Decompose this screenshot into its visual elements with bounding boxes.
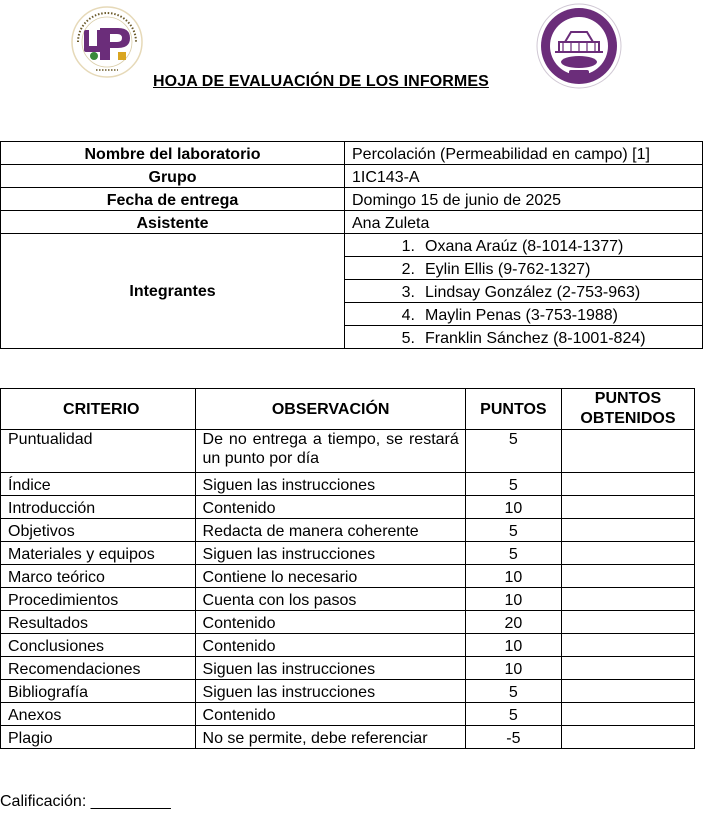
puntos-cell: 5	[465, 430, 561, 473]
table-row	[1, 634, 695, 657]
member-number: 4.	[401, 307, 415, 324]
puntos-obtenidos-cell[interactable]	[561, 588, 694, 611]
member-number: 3.	[401, 284, 415, 301]
table-row	[1, 657, 695, 680]
criterio-cell: Recomendaciones	[1, 657, 196, 680]
member-item	[345, 326, 703, 349]
table-row	[1, 430, 695, 473]
observacion-cell: Contiene lo necesario	[195, 565, 465, 588]
observacion-cell: Siguen las instrucciones	[195, 542, 465, 565]
puntos-cell: 5	[465, 542, 561, 565]
puntos-obtenidos-cell[interactable]	[561, 611, 694, 634]
member-name: Oxana Araúz (8-1014-1377)	[425, 238, 624, 255]
table-row	[1, 611, 695, 634]
criterio-cell: Procedimientos	[1, 588, 196, 611]
assistant-label: Asistente	[1, 211, 345, 234]
member-name: Lindsay González (2-753-963)	[425, 284, 641, 301]
puntos-cell: 20	[465, 611, 561, 634]
page-title: HOJA DE EVALUACIÓN DE LOS INFORMES	[153, 73, 489, 90]
observacion-header: OBSERVACIÓN	[195, 389, 465, 430]
puntos-obtenidos-cell[interactable]	[561, 565, 694, 588]
puntos-obtenidos-cell[interactable]	[561, 726, 694, 749]
member-number: 5.	[401, 330, 415, 347]
observacion-cell: Contenido	[195, 634, 465, 657]
observacion-cell: Siguen las instrucciones	[195, 473, 465, 496]
puntos-cell: 10	[465, 657, 561, 680]
table-row	[1, 588, 695, 611]
utp-university-logo	[70, 4, 144, 82]
table-row	[1, 703, 695, 726]
puntos-cell: 10	[465, 565, 561, 588]
member-name: Franklin Sánchez (8-1001-824)	[425, 330, 646, 347]
table-row	[1, 211, 703, 234]
observacion-cell: Redacta de manera coherente	[195, 519, 465, 542]
criterio-cell: Conclusiones	[1, 634, 196, 657]
civil-faculty-logo	[535, 2, 623, 90]
table-row	[1, 165, 703, 188]
member-item	[345, 257, 703, 280]
member-item	[345, 234, 703, 257]
delivery-date-value: Domingo 15 de junio de 2025	[345, 188, 703, 211]
table-row	[1, 519, 695, 542]
member-number: 1.	[401, 238, 415, 255]
criterio-cell: Índice	[1, 473, 196, 496]
criterio-header: CRITERIO	[1, 389, 196, 430]
lab-name-label: Nombre del laboratorio	[1, 142, 345, 165]
puntos-obtenidos-header: PUNTOS OBTENIDOS	[561, 389, 694, 430]
assistant-value: Ana Zuleta	[345, 211, 703, 234]
table-row	[1, 726, 695, 749]
member-name: Eylin Ellis (9-762-1327)	[425, 261, 591, 278]
puntos-obtenidos-cell[interactable]	[561, 542, 694, 565]
criterio-cell: Plagio	[1, 726, 196, 749]
observacion-cell: Siguen las instrucciones	[195, 657, 465, 680]
criterio-cell: Marco teórico	[1, 565, 196, 588]
puntos-obtenidos-cell[interactable]	[561, 473, 694, 496]
table-row	[1, 496, 695, 519]
table-row	[1, 565, 695, 588]
puntos-obtenidos-cell[interactable]	[561, 657, 694, 680]
puntos-obtenidos-cell[interactable]	[561, 430, 694, 473]
puntos-obtenidos-cell[interactable]	[561, 703, 694, 726]
criterio-cell: Puntualidad	[1, 430, 196, 473]
puntos-cell: 10	[465, 634, 561, 657]
puntos-obtenidos-cell[interactable]	[561, 519, 694, 542]
observacion-cell: Contenido	[195, 611, 465, 634]
criterio-cell: Bibliografía	[1, 680, 196, 703]
puntos-cell: 10	[465, 496, 561, 519]
puntos-cell: 5	[465, 703, 561, 726]
observacion-cell: Cuenta con los pasos	[195, 588, 465, 611]
puntos-obtenidos-cell[interactable]	[561, 680, 694, 703]
criteria-table	[0, 388, 695, 749]
puntos-cell: 5	[465, 680, 561, 703]
observacion-cell: De no entrega a tiempo, se restará un punto por día	[195, 430, 465, 473]
puntos-cell: -5	[465, 726, 561, 749]
puntos-cell: 5	[465, 473, 561, 496]
criterio-cell: Materiales y equipos	[1, 542, 196, 565]
table-row	[1, 188, 703, 211]
lab-name-value: Percolación (Permeabilidad en campo) [1]	[345, 142, 703, 165]
table-row	[1, 473, 695, 496]
members-label: Integrantes	[1, 234, 345, 349]
grade-field: Calificación: _________	[0, 793, 171, 810]
observacion-cell: Siguen las instrucciones	[195, 680, 465, 703]
member-item	[345, 280, 703, 303]
table-row	[1, 680, 695, 703]
table-row	[1, 542, 695, 565]
table-header-row	[1, 389, 695, 430]
criterio-cell: Resultados	[1, 611, 196, 634]
group-value: 1IC143-A	[345, 165, 703, 188]
puntos-cell: 10	[465, 588, 561, 611]
group-label: Grupo	[1, 165, 345, 188]
observacion-cell: No se permite, debe referenciar	[195, 726, 465, 749]
puntos-header: PUNTOS	[465, 389, 561, 430]
table-row	[1, 142, 703, 165]
puntos-obtenidos-cell[interactable]	[561, 496, 694, 519]
member-name: Maylin Penas (3-753-1988)	[425, 307, 618, 324]
puntos-cell: 5	[465, 519, 561, 542]
member-item	[345, 303, 703, 326]
criterio-cell: Objetivos	[1, 519, 196, 542]
member-number: 2.	[401, 261, 415, 278]
lab-info-table	[0, 141, 703, 349]
observacion-cell: Contenido	[195, 496, 465, 519]
puntos-obtenidos-cell[interactable]	[561, 634, 694, 657]
criterio-cell: Introducción	[1, 496, 196, 519]
table-row	[1, 234, 703, 257]
delivery-date-label: Fecha de entrega	[1, 188, 345, 211]
observacion-cell: Contenido	[195, 703, 465, 726]
criterio-cell: Anexos	[1, 703, 196, 726]
criteria-rows	[1, 430, 695, 749]
